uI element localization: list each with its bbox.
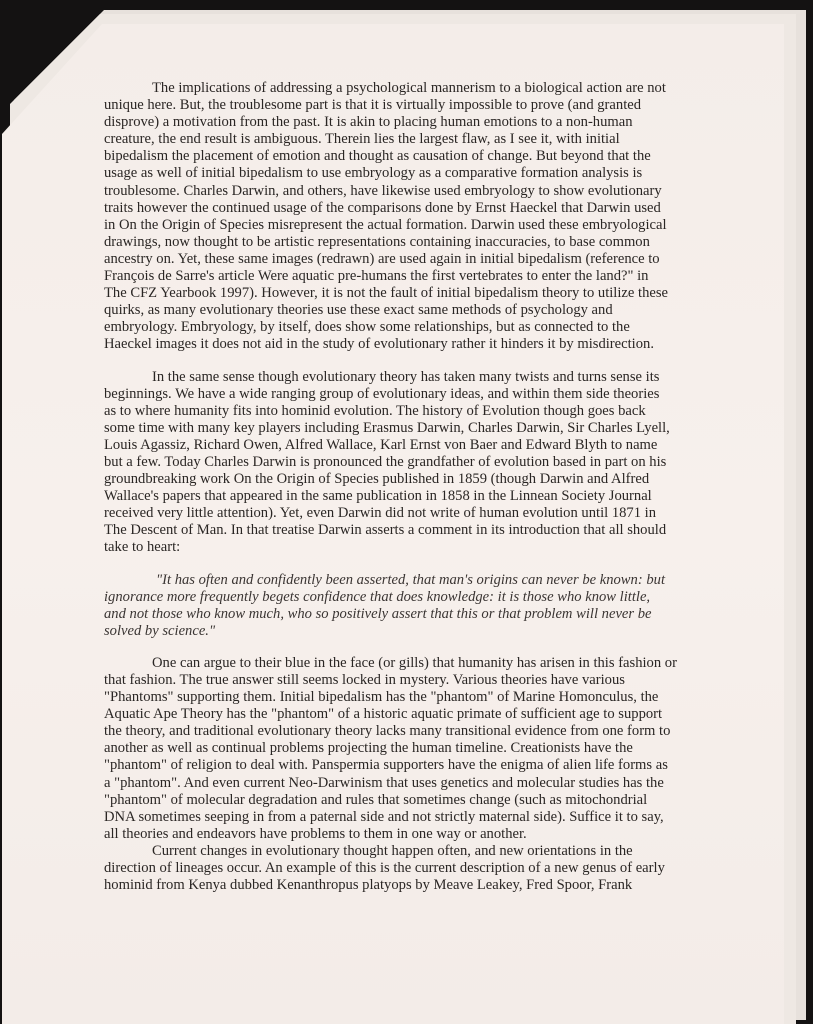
quote-line: solved by science."	[104, 622, 216, 639]
text-line: The CFZ Yearbook 1997). However, it is not the fault of initial bipedalism theory to utilize these	[104, 285, 669, 302]
text-line: usage as well of initial bipedalism to use embryology as a comparative formation analysis is	[104, 165, 643, 182]
text-line: Louis Agassiz, Richard Owen, Alfred Wallace, Karl Ernst von Baer and Edward Blyth to name	[104, 436, 658, 453]
text-line: creature, the end result is ambiguous. Therein lies the largest flaw, as I see it, with initial	[104, 131, 620, 148]
text-line: direction of lineages occur. An example of this is the current description of a new genus of early	[104, 860, 665, 877]
text-line: "phantom" of molecular degradation and rules that sometimes change (such as mitochondrial	[104, 791, 648, 808]
text-line: One can argue to their blue in the face (or gills) that humanity has arisen in this fashion or	[152, 654, 677, 671]
block-quote	[104, 572, 710, 640]
paragraph-5	[104, 843, 710, 894]
text-line: unique here. But, the troublesome part is that it is virtually impossible to prove (and granted	[104, 97, 642, 114]
text-line: disprove) a motivation from the past. It is akin to placing human emotions to a non-human	[104, 114, 633, 131]
text-line: take to heart:	[104, 539, 181, 556]
text-line: ancestry on. Yet, these same images (redrawn) are used again in initial bipedalism (reference to	[104, 250, 660, 267]
text-line: "Phantoms" supporting them. Initial bipedalism has the "phantom" of Marine Homonculus, the	[104, 689, 659, 706]
quote-line: and not those who know much, who so positively assert that this or that problem will never be	[104, 605, 652, 622]
text-line: embryology. Embryology, by itself, does show some relationships, but as connected to the	[104, 319, 630, 336]
text-line: traits however the continued usage of the comparisons done by Ernst Haeckel that Darwin used	[104, 199, 661, 216]
text-line: The implications of addressing a psychological mannerism to a biological action are not	[152, 80, 666, 96]
text-line: the theory, and traditional evolutionary theory lacks many transitional evidence from one form to	[104, 723, 671, 740]
page-text	[104, 80, 710, 894]
text-line: Wallace's papers that appeared in the same publication in 1858 in the Linnean Society Journal	[104, 488, 652, 505]
text-line: but a few. Today Charles Darwin is pronounced the grandfather of evolution based in part on his	[104, 453, 667, 470]
text-line: drawings, now thought to be artistic representations containing inaccuracies, to base common	[104, 233, 650, 250]
text-line: The Descent of Man. In that treatise Darwin asserts a comment in its introduction that all should	[104, 522, 667, 539]
text-line: troublesome. Charles Darwin, and others, have likewise used embryology to show evolutionary	[104, 182, 662, 199]
text-line: beginnings. We have a wide ranging group of evolutionary ideas, and within them side theories	[104, 385, 660, 402]
text-line: in On the Origin of Species misrepresent the actual formation. Darwin used these embryological	[104, 216, 667, 233]
paragraph-1	[104, 80, 710, 354]
text-line: Haeckel images it does not aid in the study of evolutionary rather it hinders it by misdirection.	[104, 336, 654, 353]
text-line: all theories and endeavors have problems to them in one way or another.	[104, 825, 527, 842]
text-line: as to where humanity fits into hominid evolution. The history of Evolution though goes back	[104, 402, 646, 419]
paragraph-2	[104, 369, 710, 557]
text-line: François de Sarre's article Were aquatic pre-humans the first vertebrates to enter the land?" in	[104, 268, 649, 285]
quote-line: "It has often and confidently been asserted, that man's origins can never be known: but	[156, 571, 665, 588]
text-line: bipedalism the placement of emotion and thought as causation of change. But beyond that the	[104, 148, 651, 165]
paragraph-4	[104, 655, 710, 843]
text-line: groundbreaking work On the Origin of Species published in 1859 (though Darwin and Alfred	[104, 471, 650, 488]
text-line: In the same sense though evolutionary theory has taken many twists and turns sense its	[152, 368, 660, 385]
text-line: Aquatic Ape Theory has the "phantom" of a historic aquatic primate of sufficient age to support	[104, 706, 663, 723]
text-line: another as well as continual problems projecting the human timeline. Creationists have the	[104, 740, 633, 757]
text-line: DNA sometimes seeping in from a paternal side and not strictly maternal side). Suffice it to say,	[104, 808, 664, 825]
text-line: received very little attention). Yet, even Darwin did not write of human evolution until 1871 in	[104, 505, 657, 522]
quote-line: ignorance more frequently begets confidence that does knowledge: it is those who know little,	[104, 588, 651, 605]
text-line: that fashion. The true answer still seems locked in mystery. Various theories have various	[104, 672, 625, 688]
text-line: "phantom" of religion to deal with. Panspermia supporters have the enigma of alien life forms as	[104, 757, 668, 774]
text-line: hominid from Kenya dubbed Kenanthropus platyops by Meave Leakey, Fred Spoor, Frank	[104, 877, 633, 894]
text-line: a "phantom". And even current Neo-Darwinism that uses genetics and molecular studies has the	[104, 774, 664, 791]
text-line: some time with many key players including Erasmus Darwin, Charles Darwin, Sir Charles Lyell,	[104, 419, 670, 436]
text-line: quirks, as many evolutionary theories use these exact same methods of psychology and	[104, 302, 613, 319]
text-line: Current changes in evolutionary thought happen often, and new orientations in the	[152, 842, 633, 859]
